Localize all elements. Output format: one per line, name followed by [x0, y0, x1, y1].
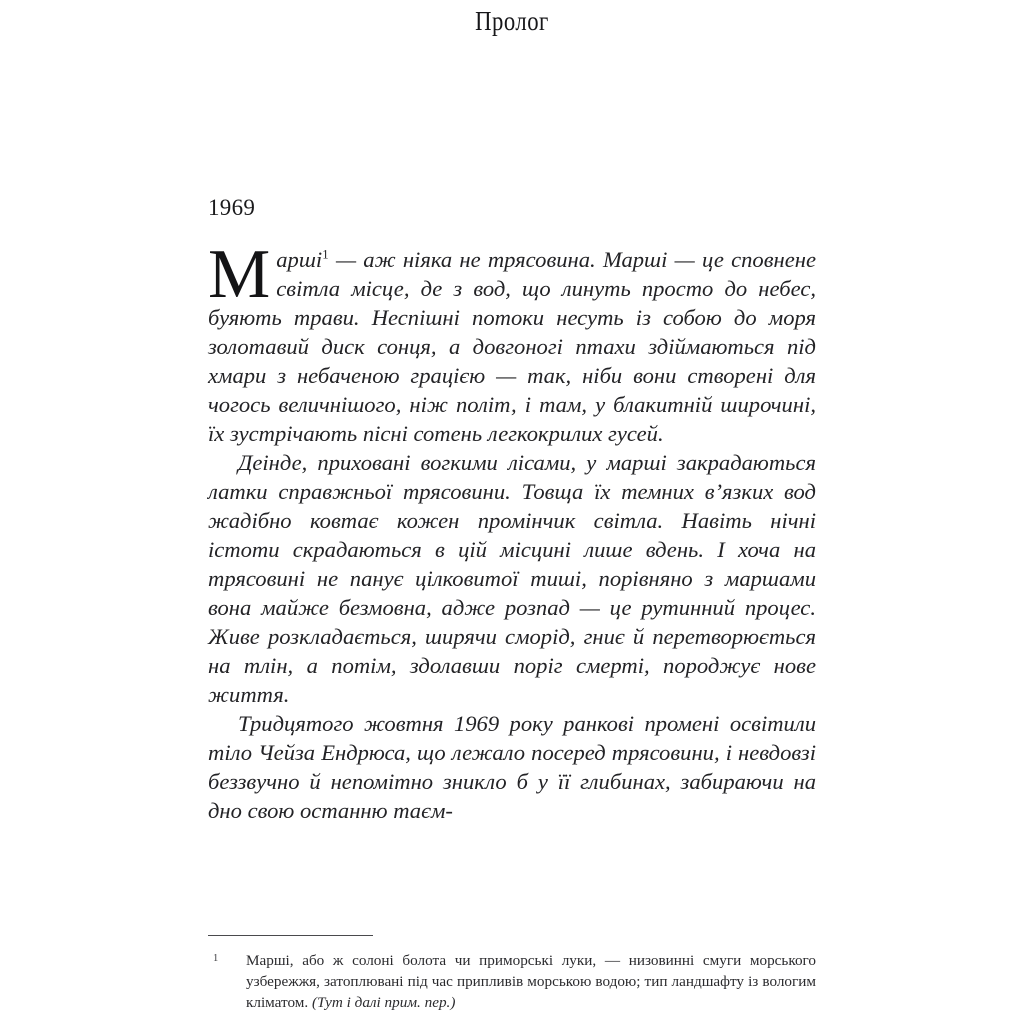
drop-cap: М [208, 236, 271, 313]
body-copy [208, 236, 816, 825]
paragraph-1 [208, 236, 816, 448]
footnote-1 [208, 950, 816, 1013]
paragraph-2: Деінде, приховані вогкими лісами, у марші закрадаються латки справжньої трясовини. Товща їх темних в’язких вод жадібно ковтає кожен промінчик світла. Навіть нічні істоти скрадаються в цій місцині лише вдень. І хоча на трясовині не панує цілковитої тиші, порівняно з маршами вона майже безмовна, адже розпад — це рутинний процес. Живе розкладається, ширячи сморід, гниє й перетворюється на тлін, а потім, здолавши поріг смерті, породжує нове життя. [208, 450, 816, 707]
text-block [208, 196, 816, 825]
paragraph-3: Тридцятого жовтня 1969 року ранкові промені освітили тіло Чейза Ендрюса, що лежало посеред трясовини, і невдовзі беззвучно й непомітно зникло б у її глибинах, забираючи на дно свою останню таєм- [208, 711, 816, 823]
footnote-translator-note: (Тут і далі прим. пер.) [311, 994, 456, 1011]
paragraph-1-lead-in: арші [276, 247, 323, 272]
paragraph-1-text: — аж ніяка не трясовина. Марші — це сповнене світла місце, де з вод, що линуть просто до небес, буяють трави. Неспішні потоки несуть із собою до моря золотавий диск сонця, а довгоногі птахи здіймаються під хмари з небаченою грацією — так, ніби вони створені для чогось величнішого, ніж політ, і там, у блакитній широчині, їх зустрічають пісні сотень легкокрилих гусей. [208, 247, 816, 446]
footnote-reference-1[interactable]: 1 [322, 247, 329, 262]
year-heading: 1969 [208, 195, 256, 220]
chapter-title: Пролог [475, 6, 549, 36]
footnote-separator-rule [208, 935, 373, 936]
footnote-marker: 1 [213, 953, 219, 964]
footnote-area [208, 935, 816, 1013]
footnote-text: Марші, або ж солоні болота чи приморські луки, — низовинні смуги морського узбережжя, затоплювані під час припливів морською водою; тип ландшафту із вологим кліматом. [246, 952, 816, 1011]
